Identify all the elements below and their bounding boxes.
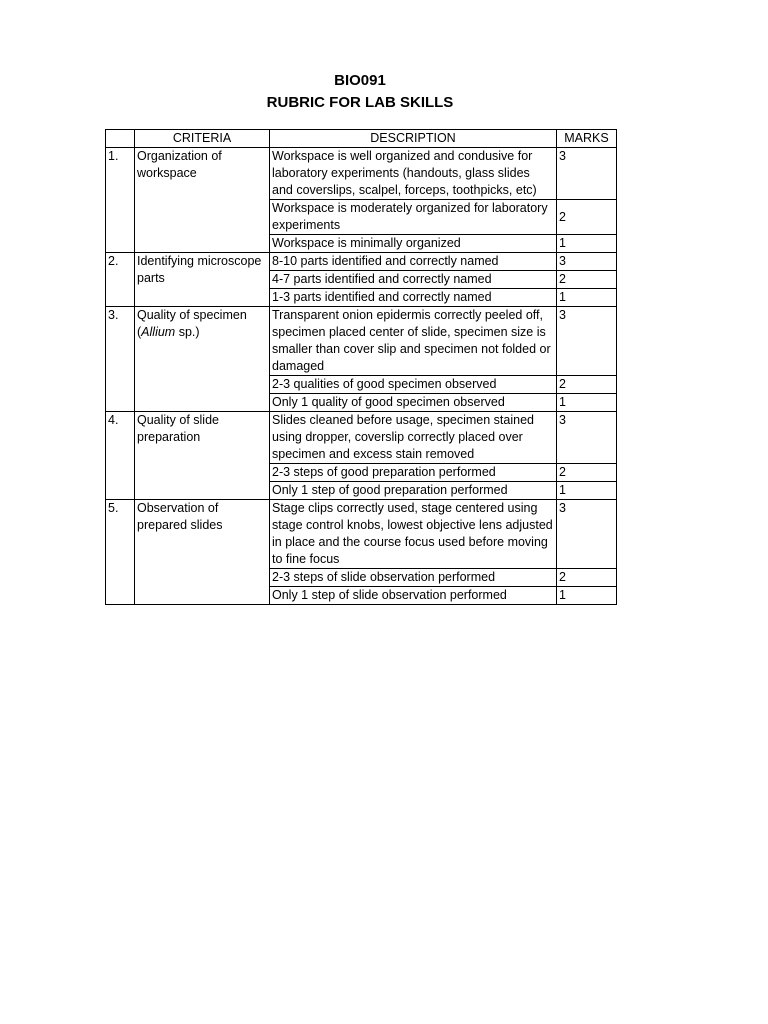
criterion-name: Quality of slide preparation: [135, 412, 270, 500]
criterion-name: Observation of prepared slides: [135, 500, 270, 605]
level-description: Transparent onion epidermis correctly peeled off, specimen placed center of slide, specimen size is smaller than cover slip and specimen not folded or damaged: [270, 307, 557, 376]
criterion-name-prefix: (: [137, 325, 142, 339]
level-marks: 1: [557, 587, 617, 605]
criterion-number: 4.: [106, 412, 135, 500]
table-row: [106, 307, 617, 376]
level-description: Only 1 step of slide observation performed: [270, 587, 557, 605]
level-marks: 3: [557, 148, 617, 200]
criterion-name-suffix: sp.): [175, 325, 200, 339]
level-marks: 1: [557, 289, 617, 307]
criterion-name-line: Quality of specimen: [137, 308, 247, 322]
table-row: [106, 148, 617, 200]
level-marks: 1: [557, 482, 617, 500]
criterion-number: 1.: [106, 148, 135, 253]
criterion-number: 3.: [106, 307, 135, 412]
level-marks: 2: [557, 200, 617, 235]
level-description: Only 1 quality of good specimen observed: [270, 394, 557, 412]
level-marks: 3: [557, 307, 617, 376]
level-description: Only 1 step of good preparation performed: [270, 482, 557, 500]
level-description: 4-7 parts identified and correctly named: [270, 271, 557, 289]
table-row: [106, 500, 617, 569]
level-description: Workspace is moderately organized for laboratory experiments: [270, 200, 557, 235]
level-description: Slides cleaned before usage, specimen stained using dropper, coverslip correctly placed over specimen and excess stain removed: [270, 412, 557, 464]
level-marks: 3: [557, 253, 617, 271]
level-marks: 1: [557, 235, 617, 253]
level-marks: 2: [557, 569, 617, 587]
header-description: DESCRIPTION: [270, 130, 557, 148]
criterion-name: [135, 307, 270, 412]
header-number: [106, 130, 135, 148]
level-marks: 3: [557, 500, 617, 569]
level-description: Workspace is minimally organized: [270, 235, 557, 253]
header-criteria: CRITERIA: [135, 130, 270, 148]
document-code: BIO091: [334, 72, 386, 89]
rubric-table: [105, 129, 617, 605]
level-marks: 2: [557, 376, 617, 394]
criterion-number: 5.: [106, 500, 135, 605]
level-description: 2-3 steps of good preparation performed: [270, 464, 557, 482]
criterion-number: 2.: [106, 253, 135, 307]
criterion-name: Identifying microscope parts: [135, 253, 270, 307]
document-title: RUBRIC FOR LAB SKILLS: [266, 94, 454, 111]
criterion-name-genus: Allium: [141, 325, 176, 339]
level-marks: 1: [557, 394, 617, 412]
level-description: Stage clips correctly used, stage centered using stage control knobs, lowest objective lens adjusted in place and the course focus used before moving to fine focus: [270, 500, 557, 569]
table-row: [106, 253, 617, 271]
level-description: 2-3 steps of slide observation performed: [270, 569, 557, 587]
level-description: Workspace is well organized and condusive for laboratory experiments (handouts, glass slides and coverslips, scalpel, forceps, toothpicks, etc): [270, 148, 557, 200]
level-marks: 3: [557, 412, 617, 464]
table-header-row: [106, 130, 617, 148]
criterion-name: Organization of workspace: [135, 148, 270, 253]
table-row: [106, 412, 617, 464]
level-description: 2-3 qualities of good specimen observed: [270, 376, 557, 394]
level-description: 1-3 parts identified and correctly named: [270, 289, 557, 307]
level-marks: 2: [557, 271, 617, 289]
header-marks: MARKS: [557, 130, 617, 148]
level-description: 8-10 parts identified and correctly named: [270, 253, 557, 271]
level-marks: 2: [557, 464, 617, 482]
